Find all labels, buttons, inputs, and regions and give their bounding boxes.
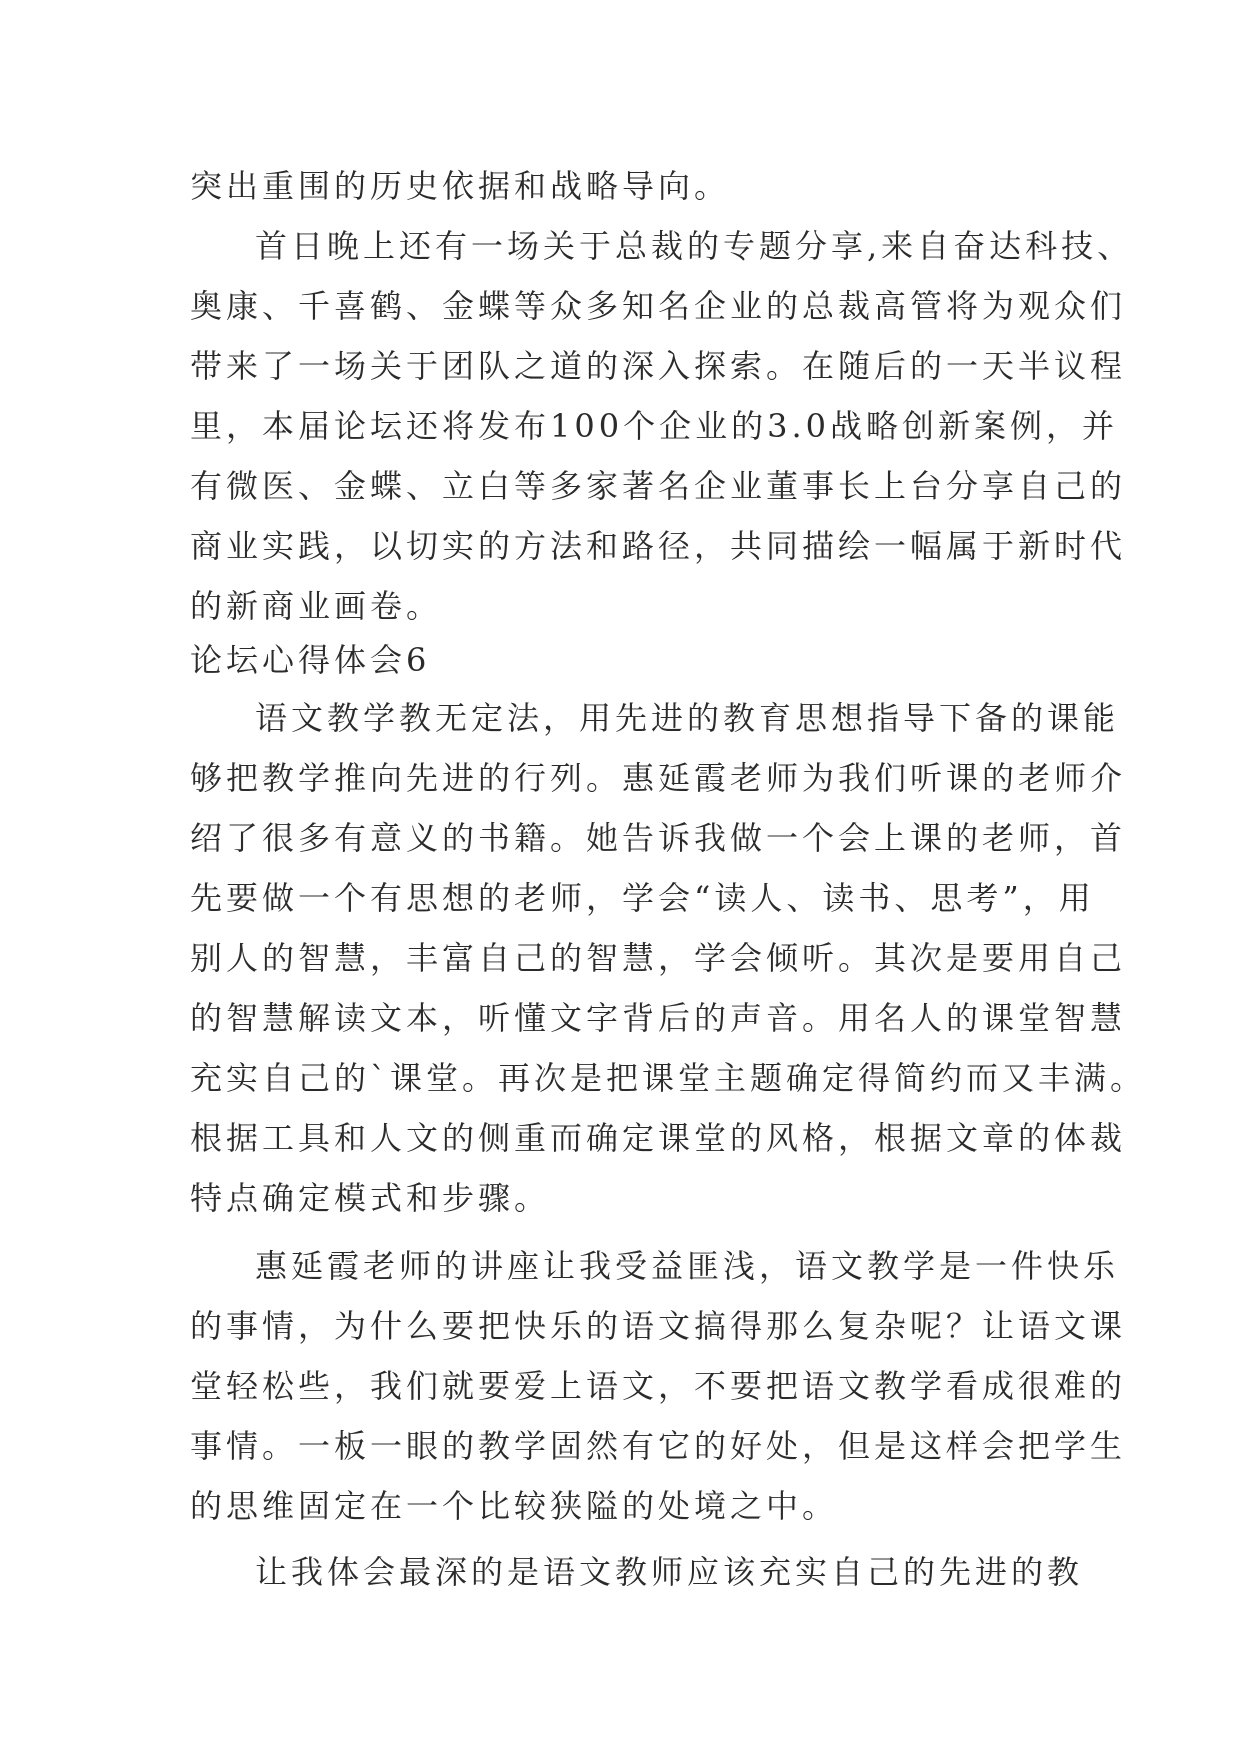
body-text-line: 别人的智慧，丰富自己的智慧，学会倾听。其次是要用自己 <box>190 939 1127 977</box>
body-text-line: 绍了很多有意义的书籍。她告诉我做一个会上课的老师，首 <box>190 819 1127 857</box>
body-text-line: 事情。一板一眼的教学固然有它的好处，但是这样会把学生 <box>190 1427 1127 1465</box>
body-text-line: 的事情，为什么要把快乐的语文搞得那么复杂呢？让语文课 <box>190 1307 1127 1345</box>
body-text-line: 的新商业画卷。 <box>190 587 443 625</box>
body-text-line: 奥康、千喜鹤、金蝶等众多知名企业的总裁高管将为观众们 <box>190 287 1127 325</box>
paragraph-first-line: 让我体会最深的是语文教师应该充实自己的先进的教 <box>255 1553 1084 1591</box>
body-text-line: 里，本届论坛还将发布100个企业的3.0战略创新案例，并 <box>190 407 1118 445</box>
body-text-line: 充实自己的`课堂。再次是把课堂主题确定得简约而又丰满。 <box>190 1059 1147 1097</box>
body-text-line: 有微医、金蝶、立白等多家著名企业董事长上台分享自己的 <box>190 467 1127 505</box>
paragraph-first-line: 语文教学教无定法，用先进的教育思想指导下备的课能 <box>255 699 1120 737</box>
body-text-line: 带来了一场关于团队之道的深入探索。在随后的一天半议程 <box>190 347 1127 385</box>
section-heading: 论坛心得体会6 <box>190 641 431 679</box>
body-text-line: 够把教学推向先进的行列。惠延霞老师为我们听课的老师介 <box>190 759 1127 797</box>
body-text-line: 的智慧解读文本，听懂文字背后的声音。用名人的课堂智慧 <box>190 999 1127 1037</box>
body-text-line: 商业实践，以切实的方法和路径，共同描绘一幅属于新时代 <box>190 527 1127 565</box>
paragraph-first-line: 惠延霞老师的讲座让我受益匪浅，语文教学是一件快乐 <box>255 1247 1120 1285</box>
body-text-line: 突出重围的历史依据和战略导向。 <box>190 167 731 205</box>
body-text-line: 先要做一个有思想的老师，学会“读人、读书、思考”，用 <box>190 879 1095 917</box>
body-text-line: 的思维固定在一个比较狭隘的处境之中。 <box>190 1487 839 1525</box>
body-text-line: 堂轻松些，我们就要爱上语文，不要把语文教学看成很难的 <box>190 1367 1127 1405</box>
body-text-line: 特点确定模式和步骤。 <box>190 1179 551 1217</box>
paragraph-first-line: 首日晚上还有一场关于总裁的专题分享,来自奋达科技、 <box>255 227 1134 265</box>
body-text-line: 根据工具和人文的侧重而确定课堂的风格，根据文章的体裁 <box>190 1119 1127 1157</box>
